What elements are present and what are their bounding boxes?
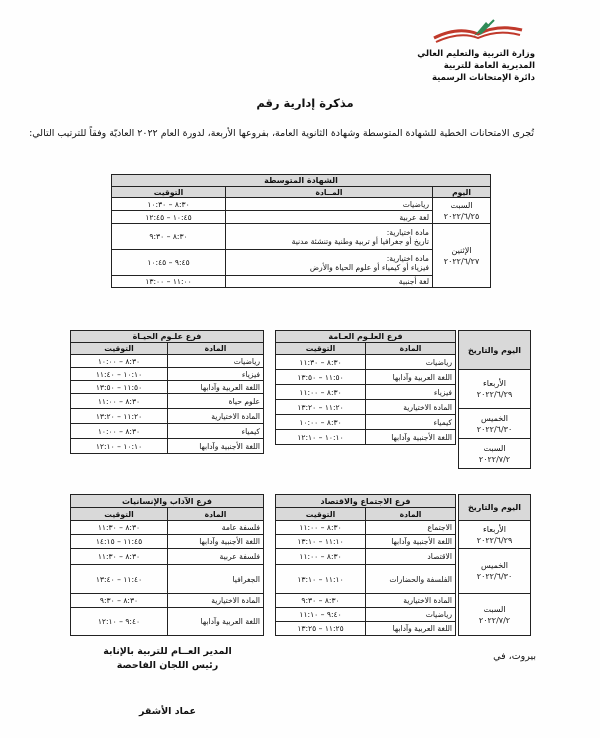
table-cell-subject: فيزياء (366, 385, 456, 400)
table-cell-subject: الفلسفة والحضارات (366, 565, 456, 594)
brevet-table (111, 174, 491, 288)
table-cell-subject: رياضيات (168, 355, 264, 368)
intro-paragraph: تُجرى الامتحانات الخطية للشهادة المتوسطة وشهادة الثانوية العامة، بفروعها الأربعة، لدورة العام ٢٠٢٢ العاديّة وفقاً للترتيب التالي: (29, 128, 534, 139)
header-subject: المادة (366, 508, 456, 521)
table-cell-time: ١١:٠٠ – ١٣:٠٠ (112, 276, 226, 288)
ministry-header (400, 48, 535, 84)
table-cell-time: ٨:٣٠ – ١١:٣٠ (71, 521, 168, 535)
table-cell-time: ٨:٣٠ – ١١:٠٠ (276, 549, 366, 565)
table-cell-time: ٩:٤٥ – ١٠:٤٥ (112, 250, 226, 276)
header-subject: المادة (168, 343, 264, 355)
table-cell-subject: مادة اختيارية: تاريخ أو جغرافيا أو تربية وطنية وتنشئة مدنية (226, 224, 433, 250)
table-cell-time: ١٠:١٠ – ١١:٤٠ (71, 368, 168, 381)
table-cell-subject: اللغة العربية وآدابها (168, 608, 264, 636)
day-date-cell: الأربعاء ٢٠٢٢/٦/٢٩ (459, 521, 531, 549)
life-sciences-caption: فرع علـوم الحيـاة (71, 331, 264, 343)
general-sciences-caption: فرع العلـوم العـامة (276, 331, 456, 343)
table-cell-time: ١١:٥٠ – ١٣:٥٠ (71, 381, 168, 394)
brevet-caption: الشهادة المتوسطة (112, 175, 491, 187)
table-cell-subject: الاقتصاد (366, 549, 456, 565)
day-date-cell: السبت ٢٠٢٢/٧/٢ (459, 594, 531, 636)
table-cell-subject: المادة الاختيارية (168, 409, 264, 424)
table-cell-subject: اللغة العربية وآدابها (366, 622, 456, 636)
table-cell-subject: علوم حياة (168, 394, 264, 409)
table-cell-subject: لغة أجنبية (226, 276, 433, 288)
brevet-day-cell: السبت ٢٠٢٢/٦/٢٥ (433, 198, 491, 224)
table-cell-time: ٨:٣٠ – ٩:٣٠ (276, 594, 366, 608)
section1-days-table (458, 330, 531, 469)
table-cell-time: ١٠:١٠ – ١٢:١٠ (71, 439, 168, 454)
table-cell-time: ٨:٣٠ – ١١:٣٠ (71, 549, 168, 565)
table-cell-subject: اللغة الأجنبية وآدابها (366, 535, 456, 549)
ministry-logo-icon (430, 16, 525, 46)
header-time: التوقيت (71, 343, 168, 355)
table-cell-subject: فيزياء (168, 368, 264, 381)
table-cell-subject: المادة الاختيارية (366, 594, 456, 608)
social-economics-caption: فرع الاجتماع والاقتصاد (276, 495, 456, 508)
table-cell-time: ١١:١٠ – ١٣:١٠ (276, 535, 366, 549)
ministry-line-1: وزارة التربية والتعليم العالي (417, 49, 535, 59)
table-cell-time: ١١:٤٠ – ١٣:٤٠ (71, 565, 168, 594)
table-cell-time: ٨:٣٠ – ١١:٠٠ (276, 521, 366, 535)
header-time: التوقيت (276, 343, 366, 355)
table-cell-time: ٨:٣٠ – ٩:٣٠ (71, 594, 168, 608)
table-cell-time: ٩:٤٠ – ١٢:١٠ (71, 608, 168, 636)
header-time: التوقيت (276, 508, 366, 521)
table-cell-time: ٨:٣٠ – ١٠:٠٠ (71, 355, 168, 368)
header-subject: المادة (366, 343, 456, 355)
ministry-line-2: المديرية العامة للتربية (443, 61, 535, 71)
table-cell-time: ٨:٣٠ – ١٠:٠٠ (71, 424, 168, 439)
table-cell-subject: اللغة الأجنبية وآدابها (366, 430, 456, 445)
table-cell-time: ١١:٥٠ – ١٣:٥٠ (276, 370, 366, 385)
signature-title (70, 645, 265, 673)
table-cell-time: ١١:٤٥ – ١٤:١٥ (71, 535, 168, 549)
day-date-cell: الخميس ٢٠٢٢/٦/٣٠ (459, 409, 531, 439)
table-cell-subject: كيمياء (168, 424, 264, 439)
section1-day-header: اليوم والتاريخ (459, 331, 531, 370)
table-cell-time: ٨:٣٠ – ٩:٣٠ (112, 224, 226, 250)
section2-days-table (458, 494, 531, 636)
table-cell-subject: المادة الاختيارية (168, 594, 264, 608)
table-cell-subject: فلسفة عربية (168, 549, 264, 565)
table-cell-subject: رياضيات (366, 355, 456, 370)
table-cell-subject: اللغة الأجنبية وآدابها (168, 535, 264, 549)
table-cell-subject: المادة الاختيارية (366, 400, 456, 415)
signatory-name: عماد الأشقر (138, 706, 197, 717)
literature-humanities-caption: فرع الآداب والإنسانيات (71, 495, 264, 508)
table-cell-subject: اللغة العربية وآدابها (168, 381, 264, 394)
table-cell-time: ٨:٣٠ – ١٠:٠٠ (276, 415, 366, 430)
brevet-header-day: اليوم (433, 187, 491, 198)
table-cell-time: ٨:٣٠ – ١١:٠٠ (71, 394, 168, 409)
table-cell-time: ١٠:١٠ – ١٢:١٠ (276, 430, 366, 445)
table-cell-subject: الجغرافيا (168, 565, 264, 594)
memo-title: مذكرة إدارية رقم (256, 96, 354, 110)
table-cell-time: ٨:٣٠ – ١١:٣٠ (276, 355, 366, 370)
table-cell-subject: اللغة العربية وآدابها (366, 370, 456, 385)
table-cell-time: ١١:٢٠ – ١٣:٢٠ (71, 409, 168, 424)
place-date-label: بيروت، في (493, 651, 536, 662)
day-date-cell: الأربعاء ٢٠٢٢/٦/٢٩ (459, 370, 531, 409)
literature-humanities-table (70, 494, 264, 636)
social-economics-table (275, 494, 456, 636)
signature-title-line-2: رئيس اللجان الفاحصة (116, 660, 219, 671)
table-cell-subject: رياضيات (226, 198, 433, 211)
signature-title-line-1: المدير العــام للتربية بالإنابة (103, 646, 232, 657)
table-cell-subject: اللغة الأجنبية وآدابها (168, 439, 264, 454)
ministry-line-3: دائرة الإمتحانات الرسمية (432, 73, 535, 83)
brevet-header-subject: المــادة (226, 187, 433, 198)
brevet-header-time: التوقيت (112, 187, 226, 198)
header-subject: المادة (168, 508, 264, 521)
table-cell-subject: كيمياء (366, 415, 456, 430)
table-cell-subject: لغة عربية (226, 211, 433, 224)
life-sciences-table (70, 330, 264, 454)
table-cell-time: ٩:٤٠ – ١١:١٠ (276, 608, 366, 622)
table-cell-subject: رياضيات (366, 608, 456, 622)
table-cell-time: ١١:٢٠ – ١٣:٢٠ (276, 400, 366, 415)
table-cell-time: ١١:١٠ – ١٣:١٠ (276, 565, 366, 594)
table-cell-time: ٨:٣٠ – ١٠:٣٠ (112, 198, 226, 211)
header-time: التوقيت (71, 508, 168, 521)
brevet-day-cell: الإثنين ٢٠٢٢/٦/٢٧ (433, 224, 491, 288)
table-cell-subject: فلسفة عامة (168, 521, 264, 535)
general-sciences-table (275, 330, 456, 445)
table-cell-subject: الاجتماع (366, 521, 456, 535)
table-cell-time: ١١:٢٥ – ١٣:٢٥ (276, 622, 366, 636)
day-date-cell: الخميس ٢٠٢٢/٦/٣٠ (459, 549, 531, 594)
day-date-cell: السبت ٢٠٢٢/٧/٢ (459, 439, 531, 469)
table-cell-time: ١٠:٤٥ – ١٢:٤٥ (112, 211, 226, 224)
section2-day-header: اليوم والتاريخ (459, 495, 531, 521)
table-cell-subject: مادة اختيارية: فيزياء أو كيمياء أو علوم الحياة والأرض (226, 250, 433, 276)
table-cell-time: ٨:٣٠ – ١١:٠٠ (276, 385, 366, 400)
